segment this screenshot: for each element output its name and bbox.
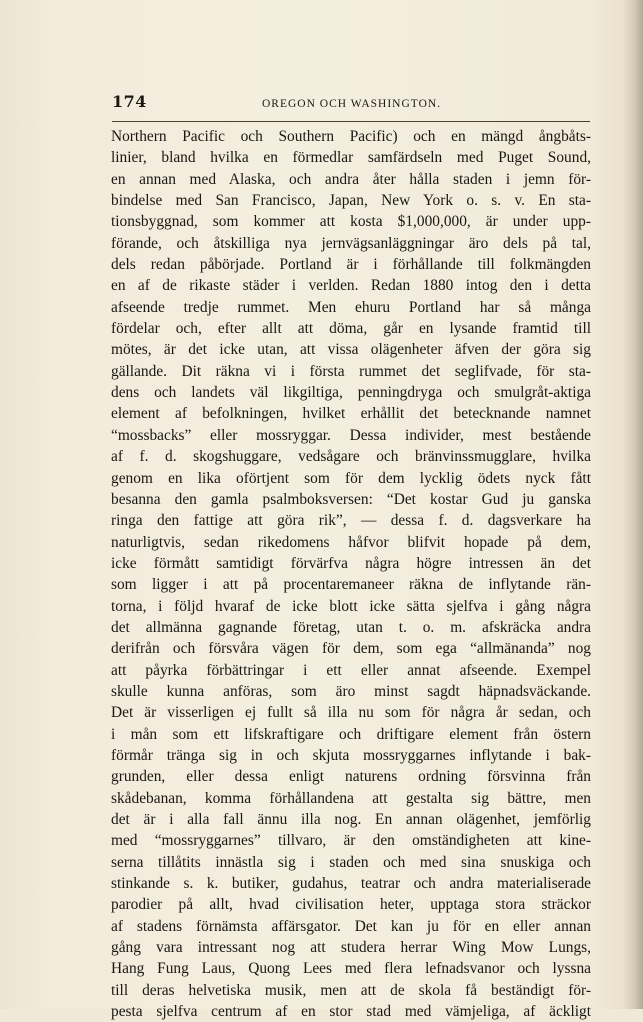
text-line: som ligger i att på procentaremaneer räkna de inflytande rän- [111, 576, 591, 594]
page-header [112, 92, 590, 118]
text-line: dels redan påbörjade. Portland är i förhållande till folkmängden [111, 256, 591, 274]
text-line: skådebanan, komma förhållandena att gestalta sig bättre, men [111, 789, 591, 807]
text-line: förmår tränga sig in och skjuta mossryggarnes inflytande i bak- [111, 746, 591, 764]
text-line: “mossbacks” eller mossryggar. Dessa individer, mest bestående [111, 426, 591, 444]
running-title: OREGON OCH WASHINGTON. [262, 98, 442, 110]
page-number: 174 [112, 92, 147, 111]
text-line: ringa den fattige att göra rik”, — dessa f. d. dagsverkare ha [111, 512, 591, 530]
text-line: stinkande s. k. butiker, gudahus, teatrar och andra materialiserade [111, 875, 591, 893]
text-line: gällande. Dit räkna vi i första rummet det seglifvade, för sta- [111, 362, 591, 380]
text-line: element af befolkningen, hvilket erhållit det betecknande namnet [111, 405, 591, 423]
text-line: med “mossryggarnes” tillvaro, är den omständigheten att kine- [111, 832, 591, 850]
header-rule [112, 121, 590, 122]
text-line: icke förmått samtidigt förvärfva några högre intressen än det [111, 554, 591, 572]
text-line: tionsbyggnad, som kommer att kosta $1,000,000, är under upp- [111, 213, 591, 231]
text-line: afseende tredje rummet. Men ehuru Portland har så många [111, 298, 591, 316]
text-line: till deras helvetiska musik, men att de skola få beständigt för- [111, 981, 591, 999]
text-line: derifrån och försvåra vägen för dem, som ega “allmänanda” nog [111, 640, 591, 658]
text-line: naturligtvis, sedan rikedomens håfvor blifvit hopade på dem, [111, 533, 591, 551]
text-line: Hang Fung Laus, Quong Lees med flera lefnadsvanor och lyssna [111, 960, 591, 978]
text-line: torna, i följd hvaraf de icke blott icke sätta sjelfva i gång några [111, 597, 591, 615]
text-line: gång vara intressant nog att studera herrar Wing Mow Lungs, [111, 939, 591, 957]
text-line: mötes, är det icke utan, att vissa olägenheter äfven der göra sig [111, 341, 591, 359]
text-line: grunden, eller dessa enligt naturens ordning försvinna från [111, 768, 591, 786]
text-line: att påyrka förbättringar i ett eller annat afseende. Exempel [111, 661, 591, 679]
text-line: genom en lika oförtjent som för dem lycklig ödets nyck fått [111, 469, 591, 487]
text-line: bindelse med San Francisco, Japan, New York o. s. v. En sta- [111, 192, 591, 210]
text-line: linier, bland hvilka en förmedlar samfärdseln med Puget Sound, [111, 149, 591, 167]
text-line: skulle kunna anföras, som äro minst sagdt häpnadsväckande. [111, 682, 591, 700]
text-line: det är i alla fall ännu illa nog. En annan olägenhet, jemförlig [111, 811, 591, 828]
text-line: fördelar och, efter allt att döma, går en lysande framtid till [111, 320, 591, 338]
page-edge-shadow [623, 0, 643, 1009]
text-line: Northern Pacific och Southern Pacific) och en mängd ångbåts- [111, 128, 591, 145]
text-line: Det är visserligen ej fullt så illa nu som för några år sedan, och [111, 704, 591, 722]
text-line: parodier på allt, hvad civilisation heter, upptaga stora sträckor [111, 896, 591, 914]
text-line: af f. d. skogshuggare, vedsågare och bränvinssmugglare, hvilka [111, 448, 591, 466]
text-line: serna tillåtits innästla sig i staden och med sina snuskiga och [111, 853, 591, 871]
text-line: förande, och åtskilliga nya jernvägsanläggningar äro dels på tal, [111, 234, 591, 252]
body-text [111, 126, 591, 1022]
text-line: en annan med Alaska, och andra åter hålla staden i jemn för- [111, 170, 591, 188]
text-line: en af de rikaste städer i verlden. Redan 1880 intog den i detta [111, 277, 591, 295]
text-line: pesta sjelfva centrum af en stor stad med vämjeliga, af äckligt [111, 1003, 591, 1021]
text-line: det allmänna gagnande företag, utan t. o. m. afskräcka andra [111, 618, 591, 636]
text-line: dens och landets väl likgiltiga, penningdryga och smulgråt-aktiga [111, 384, 591, 402]
text-line: i mån som ett lifskraftigare och driftigare element från östern [111, 725, 591, 743]
text-line: af stadens förnämsta affärsgator. Det kan ju för en eller annan [111, 917, 591, 935]
text-line: besanna den gamla psalmboksversen: “Det kostar Gud ju ganska [111, 490, 591, 508]
